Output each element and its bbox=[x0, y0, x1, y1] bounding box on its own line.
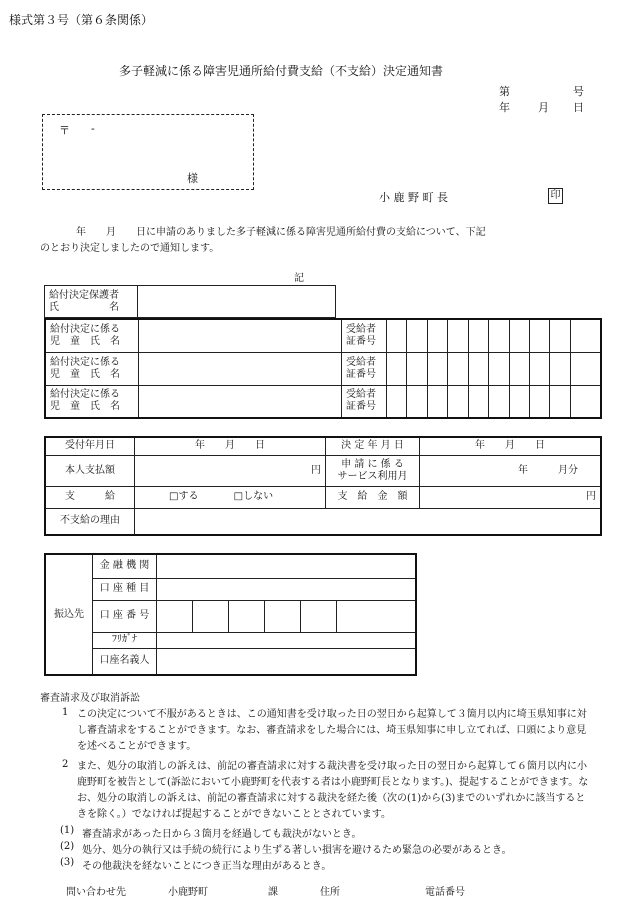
suru-checkbox[interactable]: □する bbox=[169, 491, 199, 503]
cert-label-line2: 証番号 bbox=[346, 368, 376, 380]
form-id: 様式第３号（第６条関係） bbox=[9, 13, 154, 27]
child-label-line2: 児 童 氏 名 bbox=[50, 335, 120, 347]
notice-p1-num: 1 bbox=[62, 707, 69, 718]
bank-label: 金 融 機 関 bbox=[93, 554, 157, 578]
cert-digit-cell[interactable] bbox=[387, 352, 407, 385]
holder-label: 口座名義人 bbox=[93, 648, 157, 675]
cert-digit-cell[interactable] bbox=[448, 352, 468, 385]
cert-digit-cell[interactable] bbox=[468, 352, 488, 385]
account-no-digit[interactable] bbox=[229, 600, 265, 632]
child-label bbox=[45, 352, 139, 385]
cert-digit-cell[interactable] bbox=[468, 319, 488, 352]
cert-label-line1: 受給者 bbox=[346, 356, 376, 368]
decision-date-label: 決 定 年 月 日 bbox=[326, 437, 420, 455]
notice-item2: 処分、処分の執行又は手続の続行により生ずる著しい損害を避けるため緊急の必要があるとき。 bbox=[82, 845, 512, 856]
cert-label-line1: 受給者 bbox=[346, 389, 376, 401]
cert-digit-cell[interactable] bbox=[407, 319, 427, 352]
cert-digit-cell[interactable] bbox=[529, 352, 549, 385]
child-label-line1: 給付決定に係る bbox=[50, 356, 120, 368]
bank-table bbox=[44, 553, 417, 676]
cert-digit-cell[interactable] bbox=[427, 352, 447, 385]
payment-label: 支 給 bbox=[45, 486, 135, 508]
footer-phone: 電話番号 bbox=[425, 887, 465, 898]
furigana-value[interactable] bbox=[157, 632, 417, 648]
ki-label: 記 bbox=[294, 273, 304, 284]
footer-ka: 課 bbox=[268, 887, 278, 898]
guardian-label-line1: 給付決定保護者 bbox=[49, 289, 119, 301]
child-label bbox=[45, 319, 139, 352]
cert-label bbox=[342, 385, 387, 418]
service-month-value[interactable]: 年 月分 bbox=[420, 455, 602, 486]
furikomi-label: 振込先 bbox=[45, 554, 93, 675]
cert-label-line2: 証番号 bbox=[346, 335, 376, 347]
guardian-label-line2: 氏 名 bbox=[49, 301, 119, 313]
address-box bbox=[42, 114, 254, 190]
sama-label: 様 bbox=[187, 172, 198, 185]
cert-digit-cell[interactable] bbox=[529, 319, 549, 352]
cert-digit-cell[interactable] bbox=[489, 319, 509, 352]
cert-digit-cell[interactable] bbox=[550, 319, 570, 352]
document-title: 多子軽減に係る障害児通所給付費支給（不支給）決定通知書 bbox=[119, 64, 444, 78]
notice-item2-num: (2) bbox=[60, 841, 75, 852]
account-no-label: 口 座 番 号 bbox=[93, 600, 157, 632]
date-year: 年 bbox=[499, 101, 510, 114]
cert-digit-cell[interactable] bbox=[489, 352, 509, 385]
cert-digit-cell[interactable] bbox=[427, 319, 447, 352]
postal-dash: - bbox=[91, 122, 95, 135]
account-no-digit[interactable] bbox=[337, 600, 417, 632]
account-type-value[interactable] bbox=[157, 578, 417, 600]
notice-p1: この決定について不服があるときは、この通知書を受け取った日の翌日から起算して３箇月以内に埼玉県知事に対し審査請求をすることができます。なお、審査請求をした場合には、埼玉県知事に申し立てれば、口頭により意見を述べることができます。 bbox=[77, 709, 587, 752]
service-month-label-line2: サービス利用月 bbox=[337, 470, 408, 482]
notice-item3: その他裁決を経ないことにつき正当な理由があるとき。 bbox=[82, 861, 332, 872]
child-row bbox=[45, 319, 601, 352]
account-no-digit[interactable] bbox=[265, 600, 301, 632]
doc-number-go: 号 bbox=[573, 85, 584, 98]
doc-number-dai: 第 bbox=[499, 85, 510, 98]
footer-inquiry: 問い合わせ先 bbox=[66, 887, 126, 898]
child-label bbox=[45, 385, 139, 418]
pay-amount-value[interactable]: 円 bbox=[420, 486, 602, 508]
child-name-cell[interactable] bbox=[139, 385, 342, 418]
intro-line-1: 年 月 日に申請のありました多子軽減に係る障害児通所給付費の支給について、下記 bbox=[76, 227, 486, 238]
service-month-label bbox=[326, 455, 420, 486]
cert-digit-cell[interactable] bbox=[509, 385, 529, 418]
cert-digit-cell[interactable] bbox=[570, 319, 601, 352]
issuer-name: 小 鹿 野 町 長 bbox=[379, 191, 448, 204]
notice-p2-num: 2 bbox=[62, 759, 69, 770]
cert-digit-cell[interactable] bbox=[509, 352, 529, 385]
guardian-table bbox=[44, 285, 336, 318]
cert-digit-cell[interactable] bbox=[570, 385, 601, 418]
account-no-digit[interactable] bbox=[301, 600, 337, 632]
cert-digit-cell[interactable] bbox=[387, 385, 407, 418]
cert-digit-cell[interactable] bbox=[427, 385, 447, 418]
cert-digit-cell[interactable] bbox=[550, 385, 570, 418]
notice-heading: 審査請求及び取消訴訟 bbox=[40, 693, 140, 704]
child-row bbox=[45, 385, 601, 418]
cert-digit-cell[interactable] bbox=[448, 385, 468, 418]
cert-digit-cell[interactable] bbox=[407, 385, 427, 418]
footer-town: 小鹿野町 bbox=[168, 887, 208, 898]
holder-value[interactable] bbox=[157, 648, 417, 675]
cert-digit-cell[interactable] bbox=[550, 352, 570, 385]
payment-options bbox=[135, 486, 326, 508]
guardian-name-cell[interactable] bbox=[138, 286, 336, 318]
decision-table bbox=[44, 436, 602, 536]
cert-digit-cell[interactable] bbox=[468, 385, 488, 418]
cert-label bbox=[342, 352, 387, 385]
account-no-digit[interactable] bbox=[157, 600, 193, 632]
cert-label-line2: 証番号 bbox=[346, 401, 376, 413]
receipt-date-label: 受付年月日 bbox=[45, 437, 135, 455]
receipt-date-value[interactable]: 年 月 日 bbox=[135, 437, 326, 455]
self-pay-value[interactable]: 円 bbox=[135, 455, 326, 486]
seal-mark: 印 bbox=[548, 188, 563, 204]
guardian-label bbox=[45, 286, 138, 318]
child-table bbox=[44, 318, 602, 419]
decision-date-value[interactable]: 年 月 日 bbox=[420, 437, 602, 455]
furigana-label: ﾌﾘｶﾞﾅ bbox=[93, 632, 157, 648]
intro-line-2: のとおり決定しましたので通知します。 bbox=[40, 243, 220, 254]
cert-digit-cell[interactable] bbox=[509, 319, 529, 352]
child-name-cell[interactable] bbox=[139, 319, 342, 352]
date-month: 月 bbox=[538, 101, 549, 114]
date-day: 日 bbox=[573, 101, 584, 114]
child-label-line1: 給付決定に係る bbox=[50, 389, 120, 401]
cert-digit-cell[interactable] bbox=[529, 385, 549, 418]
postal-mark: 〒 bbox=[59, 124, 70, 137]
cert-label-line1: 受給者 bbox=[346, 323, 376, 335]
no-pay-reason-value[interactable] bbox=[135, 508, 602, 535]
cert-digit-cell[interactable] bbox=[407, 352, 427, 385]
child-name-cell[interactable] bbox=[139, 352, 342, 385]
cert-digit-cell[interactable] bbox=[387, 319, 407, 352]
notice-p2: また、処分の取消しの訴えは、前記の審査請求に対する裁決書を受け取った日の翌日から起算して６箇月以内に小鹿野町を被告として(訴訟において小鹿野町を代表する者は小鹿野町長となります。)、提起することができます。なお、処分の取消しの訴えは、前記の審査請求に対する裁決を経た後（次の(1)から(3)までのいずれかに該当するときを除く。）でなければ提起することができないこととされています。 bbox=[77, 761, 589, 820]
shinai-checkbox[interactable]: □しない bbox=[233, 491, 274, 503]
notice-item1-num: (1) bbox=[60, 825, 75, 836]
child-label-line1: 給付決定に係る bbox=[50, 323, 120, 335]
cert-digit-cell[interactable] bbox=[570, 352, 601, 385]
pay-amount-label: 支 給 金 額 bbox=[326, 486, 420, 508]
cert-label bbox=[342, 319, 387, 352]
child-row bbox=[45, 352, 601, 385]
cert-digit-cell[interactable] bbox=[448, 319, 468, 352]
notice-item1: 審査請求があった日から３箇月を経過しても裁決がないとき。 bbox=[82, 829, 362, 840]
account-type-label: 口 座 種 目 bbox=[93, 578, 157, 600]
footer-address: 住所 bbox=[320, 887, 340, 898]
no-pay-reason-label: 不支給の理由 bbox=[45, 508, 135, 535]
bank-value[interactable] bbox=[157, 554, 417, 578]
self-pay-label: 本人支払額 bbox=[45, 455, 135, 486]
cert-digit-cell[interactable] bbox=[489, 385, 509, 418]
child-label-line2: 児 童 氏 名 bbox=[50, 401, 120, 413]
service-month-label-line1: 申 請 に 係 る bbox=[341, 458, 404, 470]
notice-item3-num: (3) bbox=[60, 857, 75, 868]
child-label-line2: 児 童 氏 名 bbox=[50, 368, 120, 380]
account-no-digit[interactable] bbox=[193, 600, 229, 632]
